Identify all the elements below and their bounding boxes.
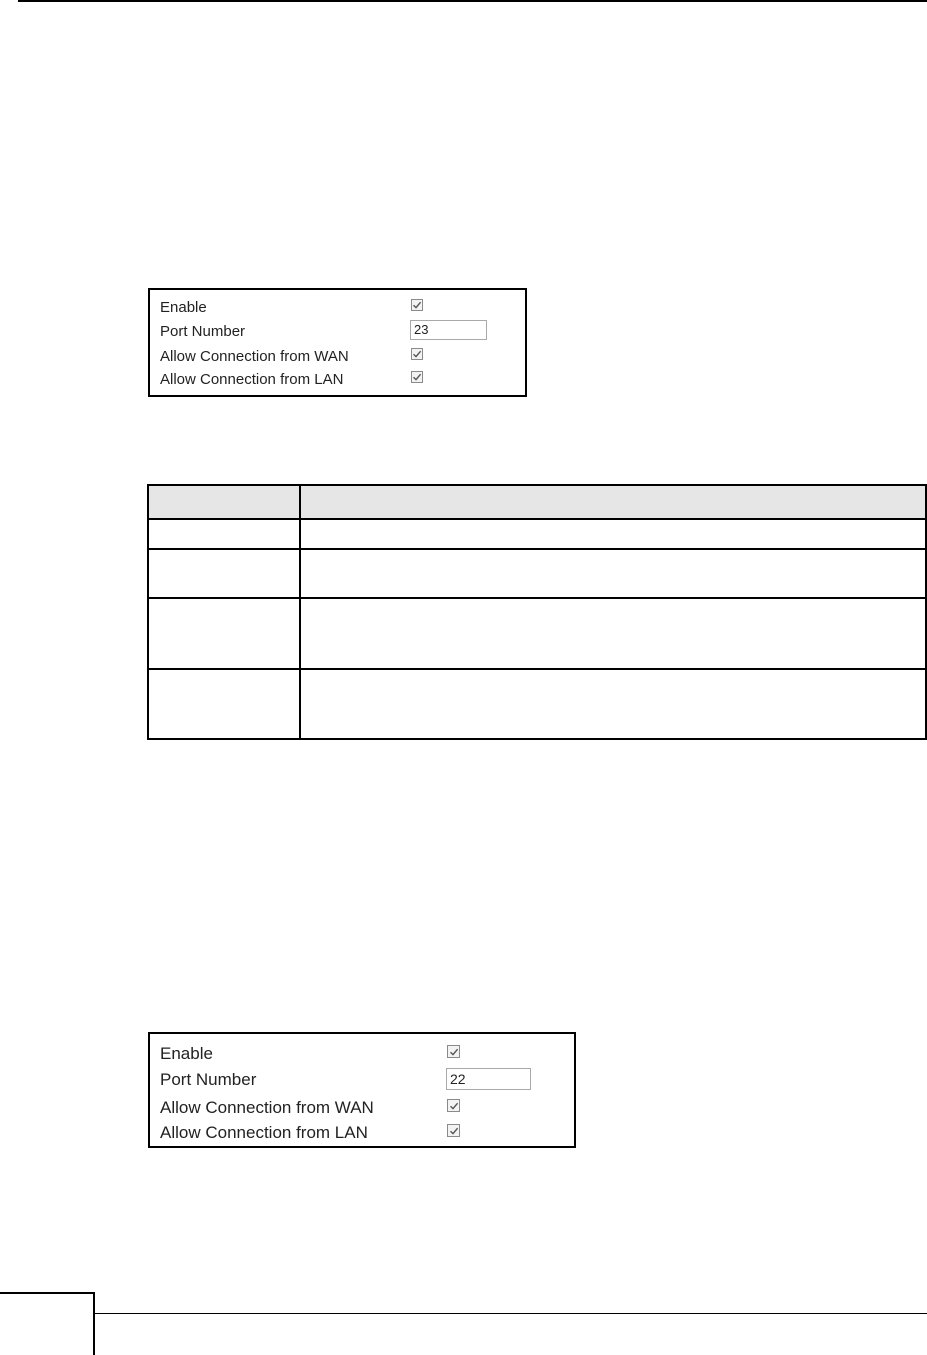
check-icon	[449, 1126, 459, 1136]
page-number-box	[0, 1292, 95, 1355]
enable-checkbox[interactable]	[447, 1045, 460, 1058]
port-number-label: Port Number	[160, 1070, 257, 1089]
table-row	[148, 669, 926, 739]
table-cell	[148, 598, 300, 669]
lan-label: Allow Connection from LAN	[160, 370, 344, 388]
footer-rule	[95, 1313, 927, 1314]
enable-checkbox[interactable]	[411, 299, 423, 311]
table-cell	[148, 549, 300, 598]
telnet-settings-panel	[148, 288, 527, 397]
enable-row	[160, 1043, 574, 1065]
ssh-settings-panel	[148, 1032, 576, 1148]
table-row	[148, 519, 926, 549]
port-number-label: Port Number	[160, 322, 246, 340]
enable-row	[160, 296, 525, 318]
header-rule	[18, 0, 927, 2]
check-icon	[412, 372, 422, 382]
lan-row	[160, 1122, 574, 1144]
check-icon	[449, 1101, 459, 1111]
table-row	[148, 549, 926, 598]
wan-checkbox[interactable]	[447, 1099, 460, 1112]
lan-label: Allow Connection from LAN	[160, 1123, 368, 1142]
port-number-input[interactable]: 23	[410, 320, 487, 340]
wan-row	[160, 1097, 574, 1119]
table-cell	[300, 669, 926, 739]
wan-checkbox[interactable]	[411, 348, 423, 360]
table-header-label-cell	[148, 485, 300, 519]
lan-row	[160, 368, 525, 390]
lan-checkbox[interactable]	[411, 371, 423, 383]
lan-checkbox[interactable]	[447, 1124, 460, 1137]
table-cell	[148, 519, 300, 549]
enable-label: Enable	[160, 298, 207, 316]
table-cell	[148, 669, 300, 739]
table-header-row	[148, 485, 926, 519]
table-row	[148, 598, 926, 669]
table-cell	[300, 549, 926, 598]
port-number-input[interactable]: 22	[446, 1068, 531, 1090]
table-cell	[300, 598, 926, 669]
table-header-description-cell	[300, 485, 926, 519]
check-icon	[412, 349, 422, 359]
field-description-table	[147, 484, 927, 740]
enable-label: Enable	[160, 1044, 213, 1063]
wan-label: Allow Connection from WAN	[160, 1098, 374, 1117]
check-icon	[449, 1047, 459, 1057]
check-icon	[412, 300, 422, 310]
wan-row	[160, 345, 525, 367]
wan-label: Allow Connection from WAN	[160, 347, 349, 365]
table-cell	[300, 519, 926, 549]
